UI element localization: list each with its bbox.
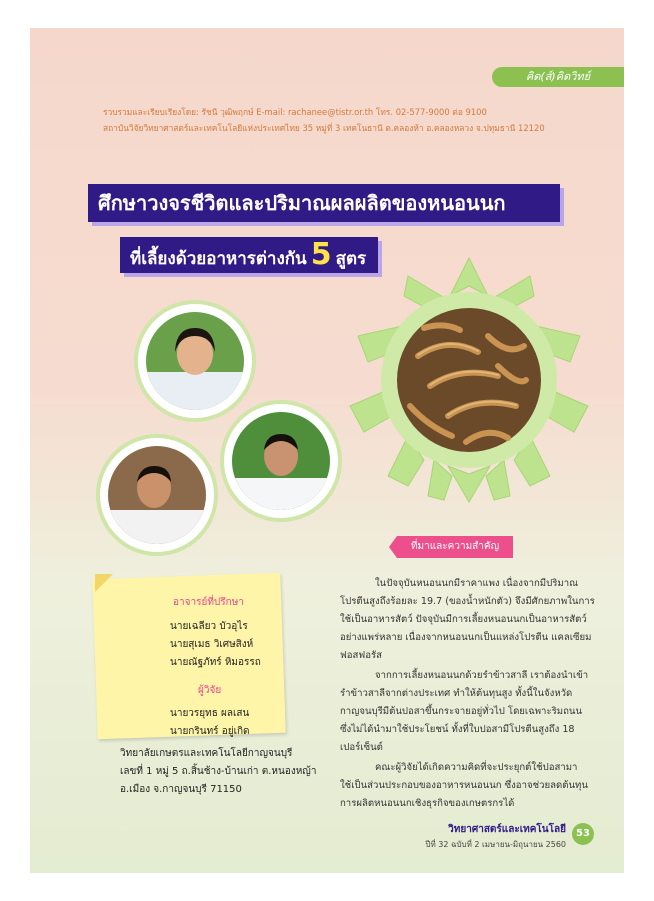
advisor-label: อาจารย์ที่ปรึกษา — [173, 597, 244, 608]
title-number: 5 — [310, 237, 332, 272]
section-heading: ที่มาและความสำคัญ — [397, 536, 513, 558]
credit-institute: สถาบันวิจัยวิทยาศาสตร์และเทคโนโลยีแห่งประเทศไทย 35 หมู่ที่ 3 เทคโนธานี ต.คลองห้า อ.คลองหลวง จ.ปทุมธานี 12120 — [103, 123, 545, 133]
advisor-name: นายเฉลียว บัวอุไร — [170, 621, 248, 632]
researcher-name: นายกรินทร์ อยู่เกิด — [170, 726, 250, 737]
researcher-label: ผู้วิจัย — [198, 685, 222, 696]
body-line: อย่างแพร่หลาย เนื่องจากหนอนนกเป็นแหล่งโปรตีน แคลเซียม — [340, 632, 592, 643]
body-line: ซึ่งไม่ได้นำมาใช้ประโยชน์ ทั้งที่ใบปอสามีโปรตีนสูงถึง 18 — [340, 724, 575, 735]
body-line: กาญจนบุรีมีต้นปอสาขึ้นกระจายอยู่ทั่วไป โดยเฉพาะริมถนน — [340, 706, 583, 717]
body-line: ใช้เป็นส่วนประกอบของอาหารหนอนนก ซึ่งอาจช่วยลดต้นทุน — [340, 780, 588, 791]
researcher-name: นายวรยุทธ ผลเสน — [170, 708, 250, 719]
title-line-2 — [120, 237, 378, 273]
photo-circle-3 — [224, 404, 338, 518]
body-line: จากการเลี้ยงหนอนนกด้วยรำข้าวสาลี เราต้องนำเข้า — [375, 670, 589, 681]
issue-info: ปีที่ 32 ฉบับที่ 2 เมษายน-มิถุนายน 2560 — [425, 840, 566, 849]
magazine-title: วิทยาศาสตร์และเทคโนโลยี — [448, 824, 566, 835]
researcher-photo-3 — [232, 412, 330, 510]
photo-circle-1 — [138, 304, 252, 418]
body-line: ในปัจจุบันหนอนนกมีราคาแพง เนื่องจากมีปริมาณ — [375, 578, 578, 589]
body-line: คณะผู้วิจัยได้เกิดความคิดที่จะประยุกต์ใช้ปอสามา — [375, 762, 578, 773]
credit-author: รวบรวมและเรียบเรียงโดย: รัชนี วุฒิพฤกษ์ E-mail: rachanee@tistr.or.th โทร. 02-577-9000 ต่อ 9100 — [103, 107, 487, 117]
page-number: 53 — [572, 823, 594, 845]
title-line-1: ศึกษาวงจรชีวิตและปริมาณผลผลิตของหนอนนก — [88, 184, 560, 222]
body-line: รำข้าวสาลีจากต่างประเทศ ทำให้ต้นทุนสูง ทั้งนี้ในจังหวัด — [340, 688, 573, 699]
body-line: ฟอสฟอรัส — [340, 650, 382, 661]
sticky-note-fold — [95, 574, 113, 592]
body-line: การผลิตหนอนนกเชิงธุรกิจของเกษตรกรได้ — [340, 798, 515, 809]
title-line-2-suffix: สูตร — [335, 249, 367, 269]
school-address: เลขที่ 1 หมู่ 5 ถ.สิ้นช้าง-บ้านเก่า ต.หนองหญ้า — [120, 766, 317, 777]
school-name: วิทยาลัยเกษตรและเทคโนโลยีกาญจนบุรี — [120, 748, 293, 759]
section-tag: คิด(ส์)คิดวิทย์ — [492, 67, 624, 87]
body-line: เปอร์เซ็นต์ — [340, 742, 383, 753]
school-address: อ.เมือง จ.กาญจนบุรี 71150 — [120, 784, 242, 795]
body-line: ใช้เป็นอาหารสัตว์ ปัจจุบันมีการเลี้ยงหนอนนกเป็นอาหารสัตว์ — [340, 614, 587, 625]
advisor-name: นายสุเมธ วิเศษสิงห์ — [170, 639, 254, 650]
researcher-photo-1 — [146, 312, 244, 410]
advisor-name: นายณัฐภัทร์ หิมอรรถ — [170, 657, 261, 668]
researcher-photo-2 — [108, 446, 206, 544]
body-line: โปรตีนสูงถึงร้อยละ 19.7 (ของน้ำหนักตัว) จึงมีศักยภาพในการ — [340, 596, 595, 607]
title-line-2-text: ที่เลี้ยงด้วยอาหารต่างกัน — [130, 249, 307, 269]
magazine-page — [30, 28, 624, 873]
mealworm-leaves-image — [348, 256, 590, 504]
photo-circle-2 — [100, 438, 214, 552]
